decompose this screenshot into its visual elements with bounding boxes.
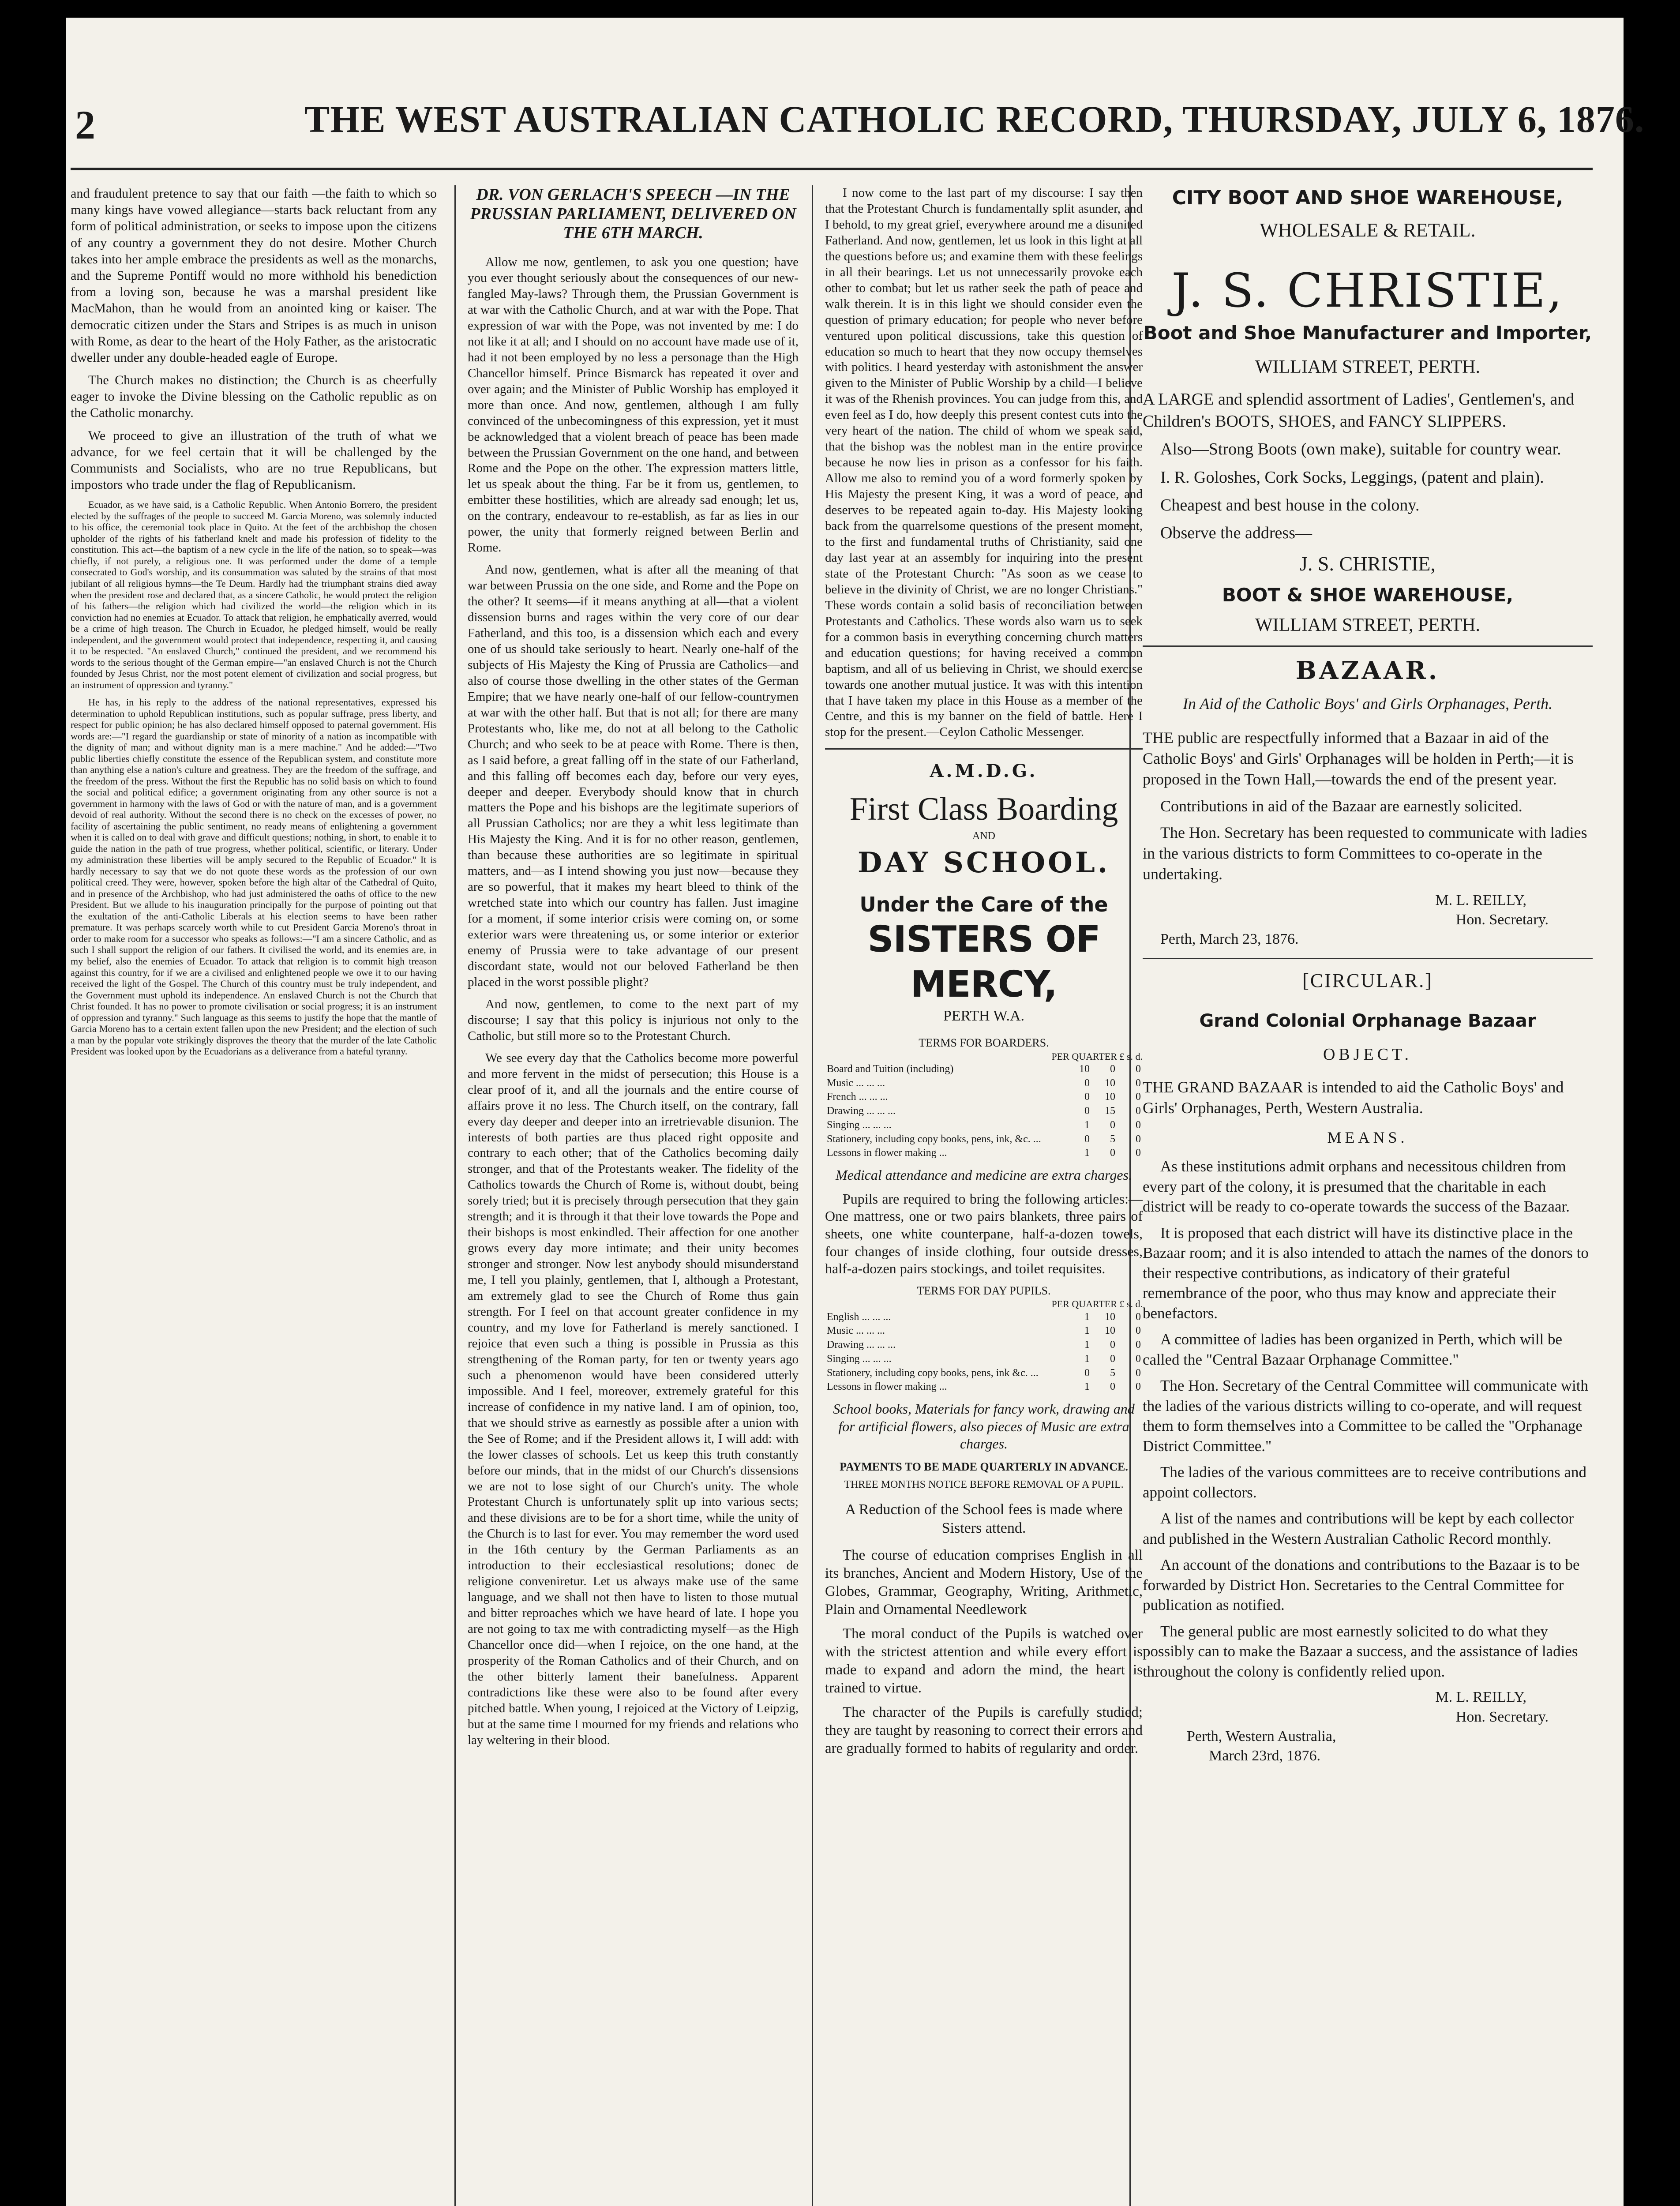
table-row bbox=[825, 1380, 1143, 1394]
column-3 bbox=[825, 185, 1143, 2206]
fee-pounds: 10 bbox=[1079, 1063, 1090, 1075]
fee-pounds: 1 bbox=[1084, 1339, 1090, 1351]
fee-pounds: 1 bbox=[1084, 1325, 1090, 1337]
signature-name: M. L. REILLY, bbox=[1435, 892, 1526, 908]
fee-pounds: 1 bbox=[1084, 1119, 1090, 1131]
page-number: 2 bbox=[75, 102, 95, 147]
bazaar-aid: In Aid of the Catholic Boys' and Girls Orphanages, Perth. bbox=[1183, 695, 1552, 713]
column-1 bbox=[71, 185, 437, 2206]
article-paragraph: Allow me now, gentlemen, to ask you one question; have you ever thought seriously about the consequences of our new-fangled May-laws? Through them, the Prussian Government is at war with the Catholic Church, and at war with the Pope. That expression of war with the Pope, was not invented by me: I do not like it at all; and I should on no account have made use of it, had it not been employed by no less a personage than the High Chancellor himself. Prince Bismarck has repeated it over and over again; and the Minister of Public Worship has employed it more than once. And now, gentlemen, although I am fully convinced of the unbecomingness of this expression, yet it must be acknowledged that a violent breach of peace has been made between the Prussian Government on the one hand, and between Rome and the Pope on the other. The expression matters little, let us speak about the thing. Far be it from us, gentlemen, to embitter these hostilities, which are already sad enough; let us, on the contrary, endeavour to re-establish, as far as lies in our power, the unity that formerly reigned between Berlin and Rome. bbox=[468, 255, 799, 555]
table-row bbox=[825, 1077, 1143, 1091]
table-row bbox=[825, 1310, 1143, 1324]
article-paragraph: He has, in his reply to the address of the national representatives, expressed his determination to uphold Republican institutions, such as popular suffrage, press liberty, and respect for public opinion; he has also declared himself opposed to paternal government. His words are:—"I regard the guardianship or state of minority of a nation as incompatible with the dignity of man; and without dignity man is a mere machine." And he added:—"Two public liberties chiefly constitute the essence of the Republican system, and constitute more than anything else a nation's culture and greatness. They are the freedom of the suffrage, and the freedom of the press. Without the first the Republic has no solid basis on which to found the social and political edifice; a government originating from any other source is not a government in harmony with the laws of God or with the nature of man, and is a government devoid of real authority. Without the second there is no check on the excesses of power, no facility of ascertaining the public sentiment, no ready means of enlightening a government when it is called on to deal with grave and difficult questions; nothing, in short, to enable it to guide the nation in the path of true progress, whether political, scientific, or literary. Under my administration these liberties will be amply secured to the Republic of Ecuador." It is hardly necessary to say that we do not quote these words as the profession of our own political creed. They were, however, spoken before the high altar of the Cathedral of Quito, and in presence of the Archbishop, who had just administered the oaths of office to the new President. But we allude to his inauguration principally for the purpose of pointing out that the exultation of the anti-Catholic Liberals at his election seems to have been rather premature. It was perhaps scarcely worth while to cut President Garcia Moreno's throat in order to make room for a successor who speaks as follows:—"I am a sincere Catholic, and as such I shall support the religion of our fathers. It civilised the world, and its enemies are, in my belief, also the enemies of Ecuador. To attack that religion is to commit high treason against this country, for if we are a civilised and enlightened people we owe it to our having received the light of the Gospel. The Church of this country must be truly independent, and the Government must uphold its independence. An enslaved Church is not the Church that Christ founded. It has no power to promote civilisation or social progress; it is an instrument of oppression and tyranny." Such language as this seems to justify the hope that the mantle of Garcia Moreno has to a certain extent fallen upon the new President; and the election of such a man by the popular vote strikingly disproves the theory that the murder of the late Catholic President was looked upon by the Ecuadorians as a deliverance from a hateful tyranny. bbox=[71, 697, 437, 1057]
fee-shillings: 0 bbox=[1110, 1119, 1115, 1131]
means-paragraph: The Hon. Secretary of the Central Committee will communicate with the ladies of the various districts willing to co-operate, and will request them to form themselves into a Committee to be called the "Orphanage District Committee." bbox=[1143, 1377, 1589, 1455]
article-paragraph: And now, gentlemen, what is after all the meaning of that war between Prussia on the one side, and Rome and the Pope on the other? It seems—if it means anything at all—that a violent dissension burns and rages within the very core of our dear Fatherland, and this too, is a dissension which each and every one of us should take seriously to heart. Nearly one-half of the subjects of His Majesty the King of Prussia are Catholics—and also of course those dwelling in the other states of the German Empire; that we have nearly one-half of our fellow-countrymen at war with the other half. But that is not all; for there are many Protestants who, like me, do not at all belong to the Catholic Church; and who seek to be at peace with Rome. There is then, as I said before, a great falling off in the state of our Fatherland, and this falling off becomes each day, before our very eyes, deeper and deeper. Everybody should know that in church matters the Pope and his bishops are the legitimate superiors of all Prussian Catholics; nor are they a whit less legitimate than His Majesty the King. And it is for no other reason, gentlemen, than because these authorities are so legitimate in spiritual matters, and—as I intend showing you just now—because they are so powerful, that it makes my heart bleed to think of the wretched state into which our country has fallen. Just imagine for a moment, if some interior crisis were coming on, or some exterior wars were threatening us, or some interior or exterior enemy of Prussia were to take advantage of our present discordant state, would not our beloved Fatherland be then placed in the worst possible plight? bbox=[468, 563, 799, 989]
fee-shillings: 5 bbox=[1110, 1367, 1115, 1379]
fee-pounds: 1 bbox=[1084, 1147, 1090, 1159]
fee-shillings: 10 bbox=[1105, 1325, 1115, 1337]
fee-pence: 0 bbox=[1136, 1367, 1141, 1379]
article-paragraph: The Church makes no distinction; the Church is as cheerfully eager to invoke the Divine blessing on the Catholic republic as on the Catholic monarchy. bbox=[71, 373, 437, 420]
fee-item: English ... ... ... bbox=[827, 1311, 891, 1323]
bazaar-committees: The Hon. Secretary has been requested to communicate with ladies in the various districts to form Committees to co-operate in the undertaking. bbox=[1143, 824, 1587, 883]
fee-item: Music ... ... ... bbox=[827, 1077, 885, 1089]
fee-item: Music ... ... ... bbox=[827, 1325, 885, 1337]
table-row bbox=[825, 1146, 1143, 1160]
fee-pence: 0 bbox=[1136, 1119, 1141, 1131]
fee-pounds: 0 bbox=[1084, 1105, 1090, 1117]
fee-shillings: 0 bbox=[1110, 1339, 1115, 1351]
notice-note: THREE MONTHS NOTICE BEFORE REMOVAL OF A PUPIL. bbox=[844, 1479, 1124, 1491]
bazaar-announcement: THE public are respectfully informed that a Bazaar in aid of the Catholic Boys' and Girls' Orphanages will be holden in Perth;—it is proposed in the Town Hall,—towards the end of the present year. bbox=[1143, 729, 1574, 788]
means-paragraph: An account of the donations and contributions to the Bazaar is to be forwarded by District Hon. Secretaries to the Central Committee for publication as notified. bbox=[1143, 1556, 1580, 1614]
fee-shillings: 10 bbox=[1105, 1311, 1115, 1323]
article-paragraph: and fraudulent pretence to say that our faith —the faith to which so many kings have vowed allegiance—starts back reluctant from any form of political administration, or seeks to impose upon the citizens of any country a government they do not desire. Mother Church takes into her ample embrace the presidents as well as the monarchs, and the Supreme Pontiff would no more withhold his benediction from a loving son, because he was a marshal president like MacMahon, than he would from an anointed king or kaiser. The democratic citizen under the Stars and Stripes is as much in unison with Rome, as dear to the heart of the Holy Father, as the aristocratic dweller under any double-headed eagle of Europe. bbox=[71, 186, 437, 365]
fee-pounds: 0 bbox=[1084, 1133, 1090, 1145]
article-paragraph: And now, gentlemen, to come to the next part of my discourse; I say that this policy is injurious not only to the Catholic, but still more so to the Protestant Church. bbox=[468, 997, 799, 1043]
means-paragraph: As these institutions admit orphans and necessitous children from every part of the colony, it is presumed that the charitable in each district will be ready to co-operate towards the success of the Bazaar. bbox=[1143, 1158, 1570, 1216]
christie-street: WILLIAM STREET, PERTH. bbox=[1255, 356, 1480, 377]
assortment-text: A LARGE and splendid assortment of Ladies', Gentlemen's, and Children's BOOTS, SHOES, and FANCY SLIPPERS. bbox=[1143, 390, 1575, 431]
table-row bbox=[825, 1324, 1143, 1338]
signature-title: Hon. Secretary. bbox=[1455, 1708, 1549, 1725]
fee-shillings: 0 bbox=[1110, 1353, 1115, 1365]
fee-shillings: 15 bbox=[1105, 1105, 1115, 1117]
fee-pence: 0 bbox=[1136, 1063, 1141, 1075]
fee-item: Stationery, including copy books, pens, ink &c. ... bbox=[827, 1367, 1039, 1379]
fee-pence: 0 bbox=[1136, 1339, 1141, 1351]
means-paragraph: The general public are most earnestly solicited to do what they possibly can to make the Bazaar a success, and the assistance of ladies throughout the colony is confidently relied upon. bbox=[1143, 1622, 1578, 1680]
fee-item: Singing ... ... ... bbox=[827, 1119, 892, 1131]
article-paragraph: We proceed to give an illustration of the truth of what we advance, for we feel certain that it will be challenged by the Communists and Socialists, who are no true Republicans, but impostors who trade under the flag of Republicanism. bbox=[71, 428, 437, 492]
column-4 bbox=[1143, 185, 1593, 2206]
school-title-1: First Class Boarding bbox=[849, 791, 1118, 827]
speech-heading: DR. VON GERLACH'S SPEECH —IN THE PRUSSIAN PARLIAMENT, DELIVERED ON THE 6TH MARCH. bbox=[470, 185, 796, 243]
fee-shillings: 0 bbox=[1110, 1063, 1115, 1075]
article-paragraph: We see every day that the Catholics become more powerful and more fervent in the midst of persecution; this House is a clear proof of it, and all the journals and the entire course of affairs prove it no less. The Church itself, on the contrary, fall every day deeper and deeper into an irretrievable disunion. The interests of both parties are thus placed right opposite and contrary to each other; that of the Catholics becoming daily stronger, and that of the Protestants weaker. The fidelity of the Catholics towards the Church of Rome is, without doubt, being sorely tried; but it is precisely through persecution that they gain strength; and it is through it that their love towards the Pope and their bishops is most enkindled. Their affection for one another grows every day more intimate; and their unity becomes stronger and stronger. Now lest anybody should misunderstand me, I tell you plainly, gentlemen, that I, although a Protestant, am extremely glad to see the Church of Rome thus gain strength. For I feel on that account greater confidence in my country, and my love for Fatherland is merely sanctioned. I rejoice that even such a thing is possible in Prussia as this strengthening of the Roman party, for ten or twenty years ago such a phenomenon would have been considered utterly impossible. And I feel, moreover, extremely grateful for this increase of confidence in my native land. I am of opinion, too, that we should strive as earnestly as possible after a union with the See of Rome; and if the President allows it, I will add: with the lower classes of schools. Let us keep this truth constantly before our minds, that in the midst of our Church's dissensions we are not to lose sight of our Church's unity. The whole Protestant Church is unfortunately split up into various sects; and these divisions are to be for a short time, while the unity of the Church is to last for ever. You may remember the word used in the 16th century by the German Parliaments as an introduction to their ecclesiastical resolutions; donec de religione conveniretur. Let us always make use of the same language, and we shall not then have to listen to those mutual and bitter reproaches which we have heard of late. I hope you are not going to tax me with contradicting myself—as the High Chancellor once did—when I rejoice, on the one hand, at the prosperity of the Roman Catholics and of their Church, and on the other bitterly lament their banefulness. Apparent contradictions like these were also to be found after every pitched battle. When young, I rejoiced at the Victory of Leipzig, but at the same time I mourned for my friends and relations who lay weltering in their blood. bbox=[468, 1050, 799, 1747]
means-paragraph: It is proposed that each district will have its distinctive place in the Bazaar room; and it is also intended to attach the names of the donors to their respective contributions, as indicatory of their grateful remembrance of the poor, who thus may know and appreciate their benefactors. bbox=[1143, 1224, 1589, 1322]
fee-item: Drawing ... ... ... bbox=[827, 1339, 896, 1351]
payments-note: PAYMENTS TO BE MADE QUARTERLY IN ADVANCE. bbox=[840, 1460, 1128, 1474]
fee-pence: 0 bbox=[1136, 1147, 1141, 1159]
circular-heading: [CIRCULAR.] bbox=[1302, 970, 1433, 992]
masthead: THE WEST AUSTRALIAN CATHOLIC RECORD, THURSDAY, JULY 6, 1876. bbox=[304, 98, 1645, 140]
christie-name: J. S. CHRISTIE, bbox=[1171, 263, 1564, 318]
means-heading: MEANS. bbox=[1327, 1128, 1408, 1146]
signature-title: Hon. Secretary. bbox=[1455, 912, 1549, 928]
course-paragraph: The course of education comprises English in all its branches, Ancient and Modern History, Use of the Globes, Grammar, Geography, Writing, Arithmetic, Plain and Ornamental Needlework bbox=[825, 1547, 1143, 1618]
fee-pounds: 0 bbox=[1084, 1091, 1090, 1103]
fee-pounds: 0 bbox=[1084, 1077, 1090, 1089]
per-quarter-label: PER QUARTER £ s. d. bbox=[1051, 1050, 1143, 1062]
section-divider bbox=[1143, 645, 1593, 647]
table-row bbox=[825, 1062, 1143, 1077]
fee-pounds: 1 bbox=[1084, 1353, 1090, 1365]
article-paragraph: Ecuador, as we have said, is a Catholic Republic. When Antonio Borrero, the president elected by the suffrages of the people to succeed M. Garcia Moreno, was solemnly inducted to his office, the ceremonial took place in Quito. At the feet of the archbishop the chosen upholder of the rights of his fatherland knelt and made his profession of fidelity to the constitution. This act—the baptism of a new cycle in the life of the nation, so to speak—was chiefly, if not purely, a religious one. It was performed under the dome of a temple consecrated to God's worship, and its consummation was saluted by the strains of that most jubilant of all religious hymns—the Te Deum. Hardly had the triumphant strains died away when the president rose and declared that, as a sincere Catholic, he would protect the religion of his fathers—the religion which had civilized the world—the religion which in its conviction had no enemies at Ecuador. To attack that religion, he emphatically averred, would be a crime of high treason. The Church in Ecuador, he pledged himself, would be really independent, and the government would protect that independence, respecting it, and causing it to be respected. "An enslaved Church," continued the president, and we recommend his words to the serious thought of the German empire—"an enslaved Church is not the Church founded by Jesus Christ, nor the most potent element of civilization and social progress, but an instrument of oppression and tyranny." bbox=[71, 499, 437, 690]
header-rule bbox=[71, 168, 1593, 170]
fee-pounds: 0 bbox=[1084, 1367, 1090, 1379]
strong-boots-text: Also—Strong Boots (own make), suitable for country wear. bbox=[1160, 440, 1561, 459]
fee-item: Singing ... ... ... bbox=[827, 1353, 892, 1365]
terms-boarders-heading: TERMS FOR BOARDERS. bbox=[919, 1036, 1049, 1050]
school-and: AND bbox=[972, 830, 995, 842]
table-row bbox=[825, 1118, 1143, 1133]
christie-trade: Boot and Shoe Manufacturer and Importer, bbox=[1143, 322, 1592, 344]
sisters-of-mercy: SISTERS OF MERCY, bbox=[867, 918, 1100, 1005]
signature-name: M. L. REILLY, bbox=[1435, 1689, 1526, 1706]
christie-name-2: J. S. CHRISTIE, bbox=[1300, 552, 1436, 575]
object-heading: OBJECT. bbox=[1323, 1045, 1413, 1064]
table-row bbox=[825, 1104, 1143, 1118]
fee-pence: 0 bbox=[1136, 1381, 1141, 1393]
school-place: PERTH W.A. bbox=[943, 1008, 1025, 1024]
terms-day-heading: TERMS FOR DAY PUPILS. bbox=[917, 1284, 1051, 1298]
character-paragraph: The character of the Pupils is carefully studied; they are taught by reasoning to correct their errors and are gradually formed to habits of regularity and order. bbox=[825, 1704, 1143, 1756]
day-fee-table bbox=[825, 1310, 1143, 1395]
fee-shillings: 10 bbox=[1105, 1091, 1115, 1103]
fee-item: Drawing ... ... ... bbox=[827, 1105, 896, 1117]
school-title-2: DAY SCHOOL. bbox=[857, 846, 1110, 880]
fee-pence: 0 bbox=[1136, 1133, 1141, 1145]
moral-paragraph: The moral conduct of the Pupils is watched over with the strictest attention and while every effort is made to expand and adorn the mind, the heart is trained to virtue. bbox=[825, 1626, 1143, 1696]
fee-pence: 0 bbox=[1136, 1353, 1141, 1365]
fee-shillings: 0 bbox=[1110, 1147, 1115, 1159]
table-row bbox=[825, 1352, 1143, 1366]
means-paragraph: A list of the names and contributions will be kept by each collector and published in the Western Australian Catholic Record monthly. bbox=[1143, 1510, 1574, 1547]
observe-text: Observe the address— bbox=[1160, 524, 1312, 543]
amdg-monogram: A.M.D.G. bbox=[930, 761, 1038, 782]
fee-pence: 0 bbox=[1136, 1325, 1141, 1337]
goloshes-text: I. R. Goloshes, Cork Socks, Leggings, (patent and plain). bbox=[1160, 468, 1544, 487]
fee-pence: 0 bbox=[1136, 1105, 1141, 1117]
article-paragraph: I now come to the last part of my discourse: I say then that the Protestant Church is fundamentally split asunder, and I behold, to my great grief, everywhere around me a disunited Fatherland. And now, gentlemen, let us look in this light at all the questions before us; and examine them with these feelings in all their bearings. Let us not unnecessarily provoke each other to combat; but let us rather seek the path of peace and walk therein. It is in this light we should consider even the question of primary education; for people who never before ventured upon political discussions, take this question of education so much to heart that they now occupy themselves with politics. I heard yesterday with astonishment the answer given to the Minister of Public Worship by a child—I believe it was of the Rhenish provinces. You can judge from this, and even feel as I do, how deeply this present contest cuts into the very heart of the nation. The child of whom we speak said, that the bishop was the noblest man in the entire province because he now lies in prison as a confessor for his faith. Allow me also to remind you of a word formerly spoken by His Majesty the present King, it was a word of peace, and deserves to be repeated again to-day. His Majesty looking back from the quarrelsome questions of the present moment, to the first and fundamental truths of Christianity, said one day last year at an assembly for inquiring into the present state of the Protestant Church: "As soon as we cease to believe in the divinity of Christ, we are no longer Christians." These words contain a solid basis of reconciliation between Protestants and Catholics. These words also warn us to seek for a common basis in everything concerning church matters and education questions; for having received a common baptism, and all of us believing in Christ, we should exercise towards one another mutual justice. It was with this intention that I have taken my place in this House as a member of the Centre, and this is my banner on the field of battle. Here I stop for the present.—Ceylon Catholic Messenger. bbox=[825, 186, 1143, 739]
table-row bbox=[825, 1366, 1143, 1381]
fee-pence: 0 bbox=[1136, 1077, 1141, 1089]
object-text: THE GRAND BAZAAR is intended to aid the Catholic Boys' and Girls' Orphanages, Perth, Western Australia. bbox=[1143, 1078, 1564, 1117]
column-2 bbox=[468, 185, 799, 2206]
bazaar-heading: BAZAAR. bbox=[1295, 656, 1440, 685]
section-divider bbox=[825, 748, 1143, 750]
fee-pence: 0 bbox=[1136, 1091, 1141, 1103]
fee-pounds: 1 bbox=[1084, 1311, 1090, 1323]
medical-note: Medical attendance and medicine are extra charges. bbox=[835, 1167, 1132, 1183]
city-boot-heading: CITY BOOT AND SHOE WAREHOUSE, bbox=[1172, 187, 1564, 209]
table-row bbox=[825, 1338, 1143, 1352]
school-under: Under the Care of the bbox=[859, 892, 1108, 916]
warehouse-name: BOOT & SHOE WAREHOUSE, bbox=[1222, 584, 1514, 606]
wholesale-retail: WHOLESALE & RETAIL. bbox=[1260, 219, 1476, 241]
pupils-requirements: Pupils are required to bring the following articles:—One mattress, one or two pairs blankets, three pairs of sheets, one white counterpane, half-a-dozen towels, four changes of inside clothing, four outside dresses, half-a-dozen pairs stockings, and toilet requisites. bbox=[825, 1190, 1143, 1277]
fee-item: Lessons in flower making ... bbox=[827, 1381, 947, 1393]
fee-shillings: 0 bbox=[1110, 1381, 1115, 1393]
orphanage-bazaar-title: Grand Colonial Orphanage Bazaar bbox=[1199, 1010, 1536, 1031]
cheapest-text: Cheapest and best house in the colony. bbox=[1160, 495, 1420, 514]
fee-item: Lessons in flower making ... bbox=[827, 1147, 947, 1159]
circular-date-line1: Perth, Western Australia, bbox=[1187, 1728, 1336, 1745]
fee-pounds: 1 bbox=[1084, 1381, 1090, 1393]
christie-street-2: WILLIAM STREET, PERTH. bbox=[1255, 615, 1480, 636]
fee-item: Stationery, including copy books, pens, ink, &c. ... bbox=[827, 1133, 1041, 1145]
extra-charges-note: School books, Materials for fancy work, drawing and for artificial flowers, also pieces of Music are extra charges. bbox=[833, 1401, 1135, 1452]
means-paragraph: A committee of ladies has been organized in Perth, which will be called the "Central Bazaar Orphanage Committee." bbox=[1143, 1331, 1563, 1368]
section-divider bbox=[1143, 958, 1593, 959]
column-divider bbox=[454, 185, 456, 2206]
boarders-fee-table bbox=[825, 1062, 1143, 1160]
page-header bbox=[75, 97, 1645, 163]
fee-shillings: 10 bbox=[1105, 1077, 1115, 1089]
fee-item: Board and Tuition (including) bbox=[827, 1063, 954, 1075]
fee-pence: 0 bbox=[1136, 1311, 1141, 1323]
per-quarter-label: PER QUARTER £ s. d. bbox=[1051, 1298, 1143, 1310]
reduction-note: A Reduction of the School fees is made where Sisters attend. bbox=[845, 1501, 1123, 1537]
column-divider bbox=[812, 185, 813, 2206]
notice-date: Perth, March 23, 1876. bbox=[1160, 931, 1299, 948]
means-paragraph: The ladies of the various committees are to receive contributions and appoint collectors. bbox=[1143, 1463, 1587, 1501]
circular-date-line2: March 23rd, 1876. bbox=[1209, 1747, 1321, 1764]
table-row bbox=[825, 1133, 1143, 1147]
bazaar-contributions: Contributions in aid of the Bazaar are earnestly solicited. bbox=[1160, 797, 1522, 815]
fee-shillings: 5 bbox=[1110, 1133, 1115, 1145]
fee-item: French ... ... ... bbox=[827, 1091, 888, 1103]
table-row bbox=[825, 1090, 1143, 1104]
